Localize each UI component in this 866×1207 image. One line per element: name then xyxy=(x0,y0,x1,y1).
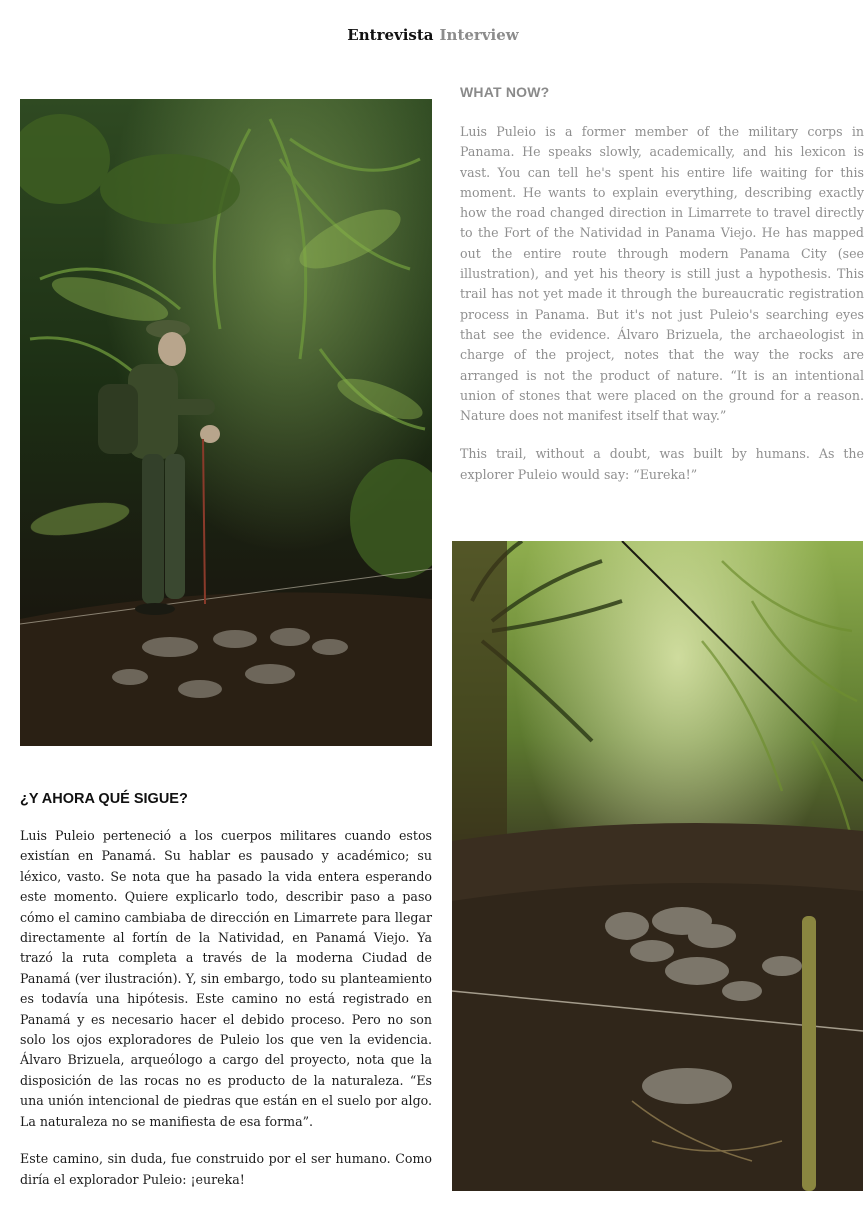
page-header xyxy=(0,26,866,44)
spanish-paragraph-2: Este camino, sin duda, fue construido por el ser humano. Como diría el explorador Puleio: ¡eureka! xyxy=(20,1151,432,1187)
section-title-es: Entrevista xyxy=(347,26,434,44)
spanish-paragraph-1: Luis Puleio perteneció a los cuerpos militares cuando estos existían en Panamá. Su hablar es pausado y académico; su léxico, vasto. Se nota que ha pasado la vida entera esperando este momento. Quiere explicarlo todo, describir paso a paso cómo el camino cambiaba de dirección en Limarrete para llegar directamente al fortín de la Natividad, en Panamá Viejo. Ya trazó la ruta completa a través de la moderna Ciudad de Panamá (ver ilustración). Y, sin embargo, todo su planteamiento es todavía una hipótesis. Este camino no está registrado en Panamá y es necesario hacer el debido proceso. Pero no son solo los ojos exploradores de Puleio los que ven la evidencia. Álvaro Brizuela, arqueólogo a cargo del proyecto, nota que la disposición de las rocas no es producto de la naturaleza. “Es una unión intencional de piedras que están en el suelo por algo. La naturaleza no se manifiesta de esa forma”. xyxy=(20,828,432,1129)
english-heading: WHAT NOW? xyxy=(460,84,550,100)
english-article xyxy=(460,84,864,503)
jungle-explorer-photo xyxy=(20,99,432,746)
spanish-heading: ¿Y AHORA QUÉ SIGUE? xyxy=(20,791,188,807)
spanish-article xyxy=(20,791,432,1207)
stone-trail-photo xyxy=(452,541,863,1191)
english-paragraph-2: This trail, without a doubt, was built by humans. As the explorer Puleio would say: “Eureka!” xyxy=(460,446,864,482)
section-title-en: Interview xyxy=(439,26,519,44)
english-paragraph-1: Luis Puleio is a former member of the military corps in Panama. He speaks slowly, academically, and his lexicon is vast. You can tell he's spent his entire life waiting for this moment. He wants to explain everything, describing exactly how the road changed direction in Limarrete to travel directly to the Fort of the Natividad in Panama Viejo. He has mapped out the entire route through modern Panama City (see illustration), and yet his theory is still just a hypothesis. This trail has not yet made it through the bureaucratic registration process in Panama. But it's not just Puleio's searching eyes that see the evidence. Álvaro Brizuela, the archaeologist in charge of the project, notes that the way the rocks are arranged is not the product of nature. “It is an intentional union of stones that were placed on the ground for a reason. Nature does not manifest itself that way.” xyxy=(460,124,864,424)
